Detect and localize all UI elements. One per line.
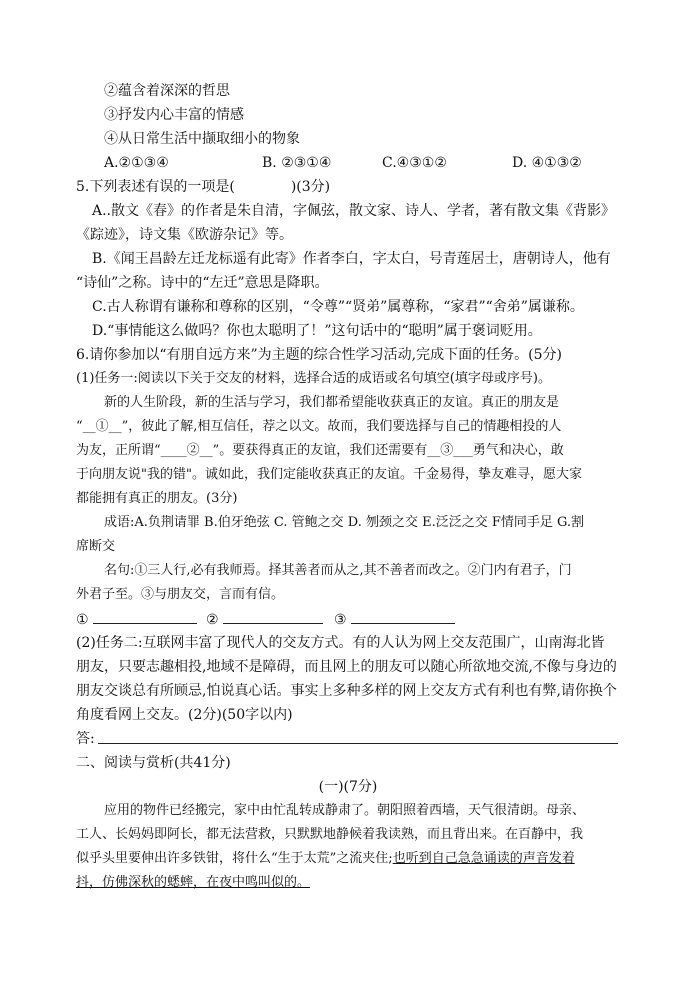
- reading-underlined-sentence-part1: 也听到自己急急诵读的声音发着: [392, 851, 575, 866]
- q4-item-3: ③抒发内心丰富的情感: [104, 107, 244, 123]
- reading-part1-title: (一)(7分): [318, 779, 378, 795]
- q4-option-b: B. ②③①④: [262, 155, 332, 171]
- q5-option-a-line2: 《踪迹》，诗文集《欧游杂记》等。: [76, 227, 293, 243]
- reading-underlined-sentence-part2: 抖，仿佛深秋的蟋蟀，在夜中鸣叫似的。: [76, 875, 311, 890]
- reading-line2: 工人、长妈妈即阿长，都无法营救，只默默地静候着我读熟，而且背出来。在百静中，我: [76, 827, 584, 842]
- q5-option-c: C.古人称谓有谦称和尊称的区别，“令尊”“贤弟”属尊称，“家君”“舍弟”属谦称。: [92, 299, 584, 315]
- blank-2-line[interactable]: [223, 609, 323, 624]
- q4-option-a: A.②①③④: [104, 155, 169, 171]
- blank-2-label: ②: [206, 612, 219, 628]
- q4-item-4: ④从日常生活中撷取细小的物象: [104, 131, 300, 147]
- q6-idioms-line1: 成语:A.负荆请罪 B.伯牙绝弦 C. 管鲍之交 D. 刎颈之交 E.泛泛之交 F情同手足 G.割: [104, 515, 585, 530]
- blank-3[interactable]: [334, 609, 455, 630]
- reading-line1: 应用的物件已经搬完，家中由忙乱转成静肃了。朝阳照着西墙，天气很清朗。母亲、: [104, 803, 586, 818]
- blank-1-label: ①: [76, 612, 89, 628]
- q4-item-2: ②蕴含着深深的哲思: [104, 83, 230, 99]
- q6-quotes-line1: 名句:①三人行,必有我师焉。择其善者而从之,其不善者而改之。②门内有君子，门: [104, 563, 572, 578]
- answer-line[interactable]: [98, 743, 618, 744]
- q5-stem: 5.下列表述有误的一项是( )(3分): [76, 179, 331, 195]
- q6-idioms-line2: 席断交: [76, 539, 116, 554]
- reading-line3-plain: 似乎头里要伸出许多铁钳，将什么“生于太荒”之流夹住;: [76, 851, 393, 866]
- blank-3-line[interactable]: [351, 609, 455, 624]
- q4-option-d: D. ④①③②: [512, 155, 582, 171]
- blank-1-line[interactable]: [93, 609, 197, 624]
- q6-stem: 6.请你参加以“有朋自远方来”为主题的综合性学习活动,完成下面的任务。(5分): [76, 347, 562, 363]
- q6-passage-line2: “__①__”，彼此了解,相互信任，荐之以文。故而，我们要选择与自己的情趣相投的人: [76, 419, 562, 434]
- q6-task2-line3: 朋友交谈总有所顾忌,怕说真心话。事实上多种多样的网上交友方式有利也有弊,请你换个: [76, 683, 617, 699]
- q5-option-b-line2: “诗仙”之称。诗中的“左迁”意思是降职。: [76, 275, 329, 291]
- q6-quotes-line2: 外君子至。③与朋友交，言而有信。: [76, 587, 285, 602]
- q5-option-d: D.“事情能这么做吗？你也太聪明了！”这句话中的“聪明”属于褒词贬用。: [92, 323, 542, 339]
- section2-title: 二、阅读与赏析(共41分): [76, 755, 231, 771]
- q6-passage-line5: 都能拥有真正的朋友。(3分): [76, 491, 238, 506]
- blank-3-label: ③: [334, 612, 347, 628]
- q6-task2-line1: (2)任务二:互联网丰富了现代人的交友方式。有的人认为网上交友范围广，山南海北皆: [76, 635, 605, 651]
- answer-label: 答:: [76, 731, 95, 747]
- q6-task2-line2: 朋友，只要志趣相投,地域不是障碍，而且网上的朋友可以随心所欲地交流,不像与身边的: [76, 659, 617, 675]
- q6-passage-line1: 新的人生阶段，新的生活与学习，我们都希望能收获真正的友谊。真正的朋友是: [104, 395, 560, 410]
- q6-task1-heading: (1)任务一:阅读以下关于交友的材料，选择合适的成语或名句填空(填字母或序号)。: [76, 371, 551, 386]
- q4-option-c: C.④③①②: [382, 155, 447, 171]
- q6-task2-line4: 角度看网上交友。(2分)(50字以内): [76, 707, 293, 723]
- q5-option-a-line1: A..散文《春》的作者是朱自清，字佩弦，散文家、诗人、学者，著有散文集《背影》: [92, 203, 616, 219]
- q6-passage-line3: 为友，正所谓“____②__”。要获得真正的友谊，我们还需要有__③___勇气和决心，敢: [76, 443, 564, 458]
- blank-1[interactable]: [76, 609, 197, 630]
- reading-line3: [76, 849, 575, 869]
- q6-passage-line4: 于向朋友说"我的错"。诚如此，我们定能收获真正的友谊。千金易得，挚友难寻，愿大家: [76, 467, 582, 482]
- blank-2[interactable]: [206, 609, 323, 630]
- q5-option-b-line1: B.《闻王昌龄左迁龙标遥有此寄》作者李白，字太白，号青莲居士，唐朝诗人，他有: [92, 251, 611, 267]
